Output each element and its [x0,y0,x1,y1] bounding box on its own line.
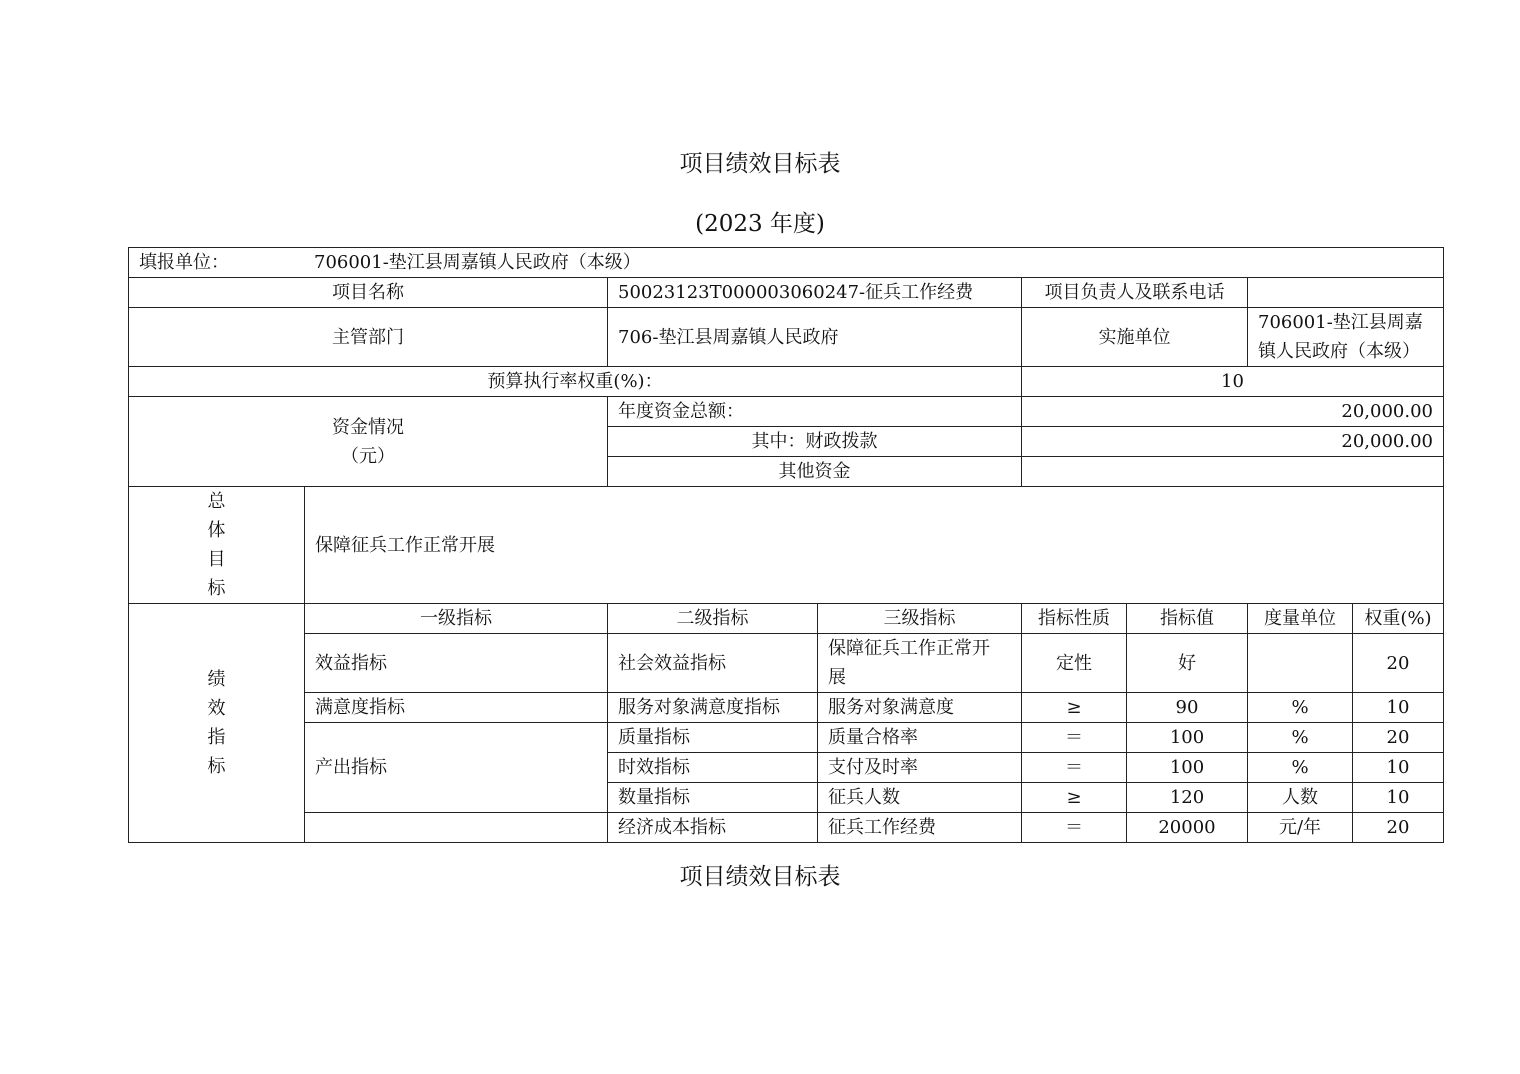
perf-label-char: 效 [207,698,226,719]
table-row [129,634,1444,693]
weight-cell: 20 [1353,723,1444,753]
level2-cell: 服务对象满意度指标 [608,693,818,723]
value-cell: 20000 [1127,813,1248,843]
level3-cell: 质量合格率 [818,723,1022,753]
perf-indicator-label [129,604,305,843]
overall-goal-char: 总 [207,491,226,512]
header-nature: 指标性质 [1022,604,1127,634]
fill-unit-cell [129,248,1444,278]
project-name-value: 50023123T000003060247-征兵工作经费 [608,278,1022,308]
overall-goal-label [129,487,305,604]
other-funds-label: 其他资金 [608,457,1022,487]
level3-cell [818,634,1022,693]
indicator-header-row [129,604,1444,634]
level2-cell: 经济成本指标 [608,813,818,843]
overall-goal-char: 目 [207,549,226,570]
table-row [129,693,1444,723]
value-cell: 100 [1127,723,1248,753]
contact-value [1248,278,1444,308]
budget-weight-row [129,367,1444,397]
nature-cell: ＝ [1022,753,1127,783]
value-cell: 100 [1127,753,1248,783]
fill-unit-row [129,248,1444,278]
unit-cell: % [1248,693,1353,723]
value-cell: 90 [1127,693,1248,723]
impl-unit-value-line1: 706001-垫江县周嘉 [1258,312,1423,333]
nature-cell: 定性 [1022,634,1127,693]
page-title: 项目绩效目标表 [679,151,841,177]
header-weight: 权重(%) [1353,604,1444,634]
funds-label-line2: （元） [341,445,395,467]
header-level2: 二级指标 [608,604,818,634]
dept-row [129,308,1444,367]
fiscal-label: 其中：财政拨款 [608,427,1022,457]
annual-total-label: 年度资金总额： [608,397,1022,427]
project-name-label: 项目名称 [129,278,608,308]
funds-label [129,397,608,487]
level1-cell [305,813,608,843]
weight-cell: 20 [1353,634,1444,693]
dept-value: 706-垫江县周嘉镇人民政府 [608,308,1022,367]
level2-cell: 质量指标 [608,723,818,753]
level3-cell: 服务对象满意度 [818,693,1022,723]
level1-cell: 效益指标 [305,634,608,693]
level3-line2: 展 [828,667,846,688]
overall-goal-char: 体 [207,520,226,541]
fiscal-value: 20,000.00 [1022,427,1444,457]
header-value: 指标值 [1127,604,1248,634]
level2-cell: 时效指标 [608,753,818,783]
value-cell: 120 [1127,783,1248,813]
table-row [129,723,1444,753]
other-funds-value [1022,457,1444,487]
weight-cell: 10 [1353,693,1444,723]
header-level1: 一级指标 [305,604,608,634]
budget-weight-value: 10 [1022,367,1444,397]
fill-unit-label: 填报单位： [139,252,229,273]
level3-cell: 征兵人数 [818,783,1022,813]
perf-label-char: 绩 [207,669,226,690]
funds-label-line1: 资金情况 [332,416,404,438]
weight-cell: 10 [1353,753,1444,783]
fill-unit-value: 706001-垫江县周嘉镇人民政府（本级） [314,252,641,273]
level2-cell: 社会效益指标 [608,634,818,693]
overall-goal-value: 保障征兵工作正常开展 [305,487,1444,604]
perf-label-char: 指 [207,727,226,748]
overall-goal-row [129,487,1444,604]
unit-cell: 人数 [1248,783,1353,813]
weight-cell: 10 [1353,783,1444,813]
value-cell: 好 [1127,634,1248,693]
impl-unit-value [1248,308,1444,367]
annual-total-value: 20,000.00 [1022,397,1444,427]
nature-cell: ＝ [1022,813,1127,843]
unit-cell [1248,634,1353,693]
weight-cell: 20 [1353,813,1444,843]
table-row [129,813,1444,843]
level3-cell: 征兵工作经费 [818,813,1022,843]
project-name-row [129,278,1444,308]
impl-unit-label: 实施单位 [1022,308,1248,367]
header-unit: 度量单位 [1248,604,1353,634]
unit-cell: % [1248,723,1353,753]
perf-label-char: 标 [207,756,226,777]
level3-cell: 支付及时率 [818,753,1022,783]
budget-weight-label: 预算执行率权重(%)： [129,367,1022,397]
nature-cell: ＝ [1022,723,1127,753]
performance-goal-table [128,247,1444,843]
level1-cell: 产出指标 [305,723,608,813]
level3-line1: 保障征兵工作正常开 [828,638,990,659]
header-level3: 三级指标 [818,604,1022,634]
level2-cell: 数量指标 [608,783,818,813]
contact-label: 项目负责人及联系电话 [1022,278,1248,308]
overall-goal-char: 标 [207,578,226,599]
impl-unit-value-line2: 镇人民政府（本级） [1258,341,1420,362]
unit-cell: 元/年 [1248,813,1353,843]
unit-cell: % [1248,753,1353,783]
nature-cell: ≥ [1022,783,1127,813]
footer-title: 项目绩效目标表 [679,864,841,890]
annual-total-row [129,397,1444,427]
dept-label: 主管部门 [129,308,608,367]
nature-cell: ≥ [1022,693,1127,723]
level1-cell: 满意度指标 [305,693,608,723]
page-subtitle: (2023 年度) [695,211,825,237]
